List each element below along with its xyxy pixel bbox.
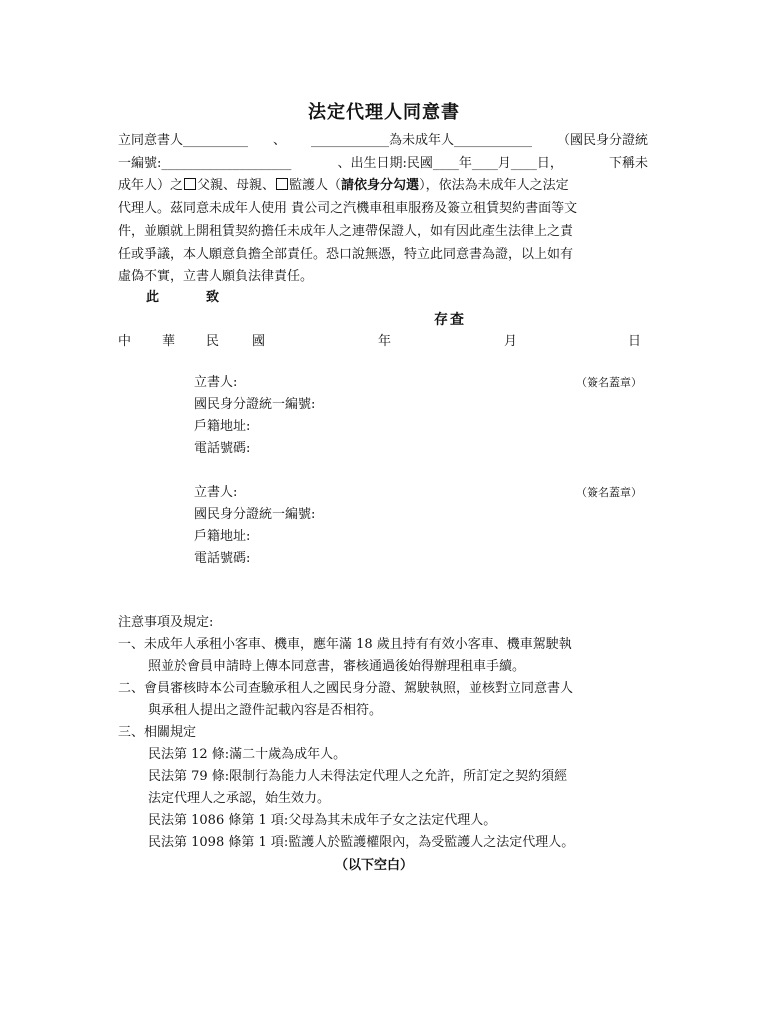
consent-body [118,130,648,289]
date-char-hua: 華 [162,334,176,349]
body-line-3 [118,175,648,198]
text-segment: 件，並願就上開租賃契約擔任未成年人之連帶保證人，如有因此產生法律上之責 [118,223,574,239]
signer-name-row [194,482,646,504]
text-segment: 父親、母親、 [197,178,276,194]
signer-name-label: 立書人: [194,375,238,390]
text-segment: ），依法為未成年人之法定 [419,178,569,194]
signer-block-2 [194,482,646,570]
parent-checkbox[interactable] [184,178,196,190]
note-item-2-cont: 與承租人提出之證件記載內容是否相符。 [148,703,383,718]
signer-name-row [194,372,646,394]
signer-id-label: 國民身分證統一編號: [194,397,316,412]
note-item-3: 三、相關規定 [118,725,197,740]
relation-choice [118,175,569,198]
select-identity-hint: 請依身分勾選 [341,178,420,194]
date-char-min: 民 [206,334,220,349]
text-segment: 代理人。茲同意未成年人使用 貴公司之汽機車租車服務及簽立租賃契約書面等文 [118,201,578,217]
signer-phone-label: 電話號碼: [194,441,251,456]
body-line-5 [118,221,648,244]
text-segment: 立同意書人__________ [118,133,249,148]
body-line-2 [118,153,648,176]
note-item-1-cont: 照並於會員申請時上傳本同意書，審核通過後始得辦理租車手續。 [148,659,526,674]
signer-block-1 [194,372,646,460]
body-line-4 [118,198,648,221]
text-segment: 下稱未 [608,155,648,171]
body-line-1 [118,130,648,153]
notes-heading: 注意事項及規定: [118,615,214,630]
text-segment: 一編號:____________________ [118,155,292,171]
date-char-guo: 國 [252,334,266,349]
date-month-label: 月 [504,334,518,349]
signer-name-label: 立書人: [194,485,238,500]
blank-below-note: （以下空白） [334,858,413,873]
text-segment: 、出生日期:民國____年____月____日， [337,155,563,171]
note-item-1: 一、未成年人承租小客車、機車，應年滿 18 歲且持有有效小客車、機車駕駛執 [118,637,572,652]
sign-seal-note: （簽名蓋章） [576,486,642,499]
salutation-zhi: 致 [206,290,220,305]
page-title: 法定代理人同意書 [308,102,460,123]
signer-address-label: 戶籍地址: [194,529,251,544]
text-segment: ____________為未成年人____________ [310,133,532,148]
text-segment: 任或爭議，本人願意負擔全部責任。恐口說無憑，特立此同意書為證，以上如有 [118,246,574,262]
body-line-6 [118,244,648,267]
date-year-label: 年 [378,334,392,349]
for-record-label: 存查 [434,312,466,328]
signer-address-label: 戶籍地址: [194,419,251,434]
date-day-label: 日 [628,334,642,349]
law-article-1098: 民法第 1098 條第 1 項:監護人於監護權限內，為受監護人之法定代理人。 [148,835,575,850]
text-segment: 成年人）之 [118,178,184,194]
body-line-7 [118,266,648,289]
note-item-2: 二、會員審核時本公司查驗承租人之國民身分證、駕駛執照，並核對立同意書人 [118,681,574,696]
signer-id-label: 國民身分證統一編號: [194,507,316,522]
sign-seal-note: （簽名蓋章） [576,376,642,389]
text-segment: （國民身分證統 [556,133,648,148]
signer-phone-label: 電話號碼: [194,551,251,566]
law-article-12: 民法第 12 條:滿二十歲為成年人。 [148,747,347,762]
notes-section [118,612,658,854]
date-char-zhong: 中 [118,334,132,349]
text-segment: 、 [272,133,286,148]
law-article-79: 民法第 79 條:限制行為能力人未得法定代理人之允許，所訂定之契約須經 [148,769,568,784]
salutation-ci: 此 [146,290,160,305]
law-article-1086: 民法第 1086 條第 1 項:父母為其未成年子女之法定代理人。 [148,813,497,828]
text-segment: 監護人（ [289,178,342,194]
text-segment: 虛偽不實，立書人願負法律責任。 [118,269,314,285]
law-article-79-cont: 法定代理人之承認，始生效力。 [148,791,331,806]
guardian-checkbox[interactable] [276,178,288,190]
